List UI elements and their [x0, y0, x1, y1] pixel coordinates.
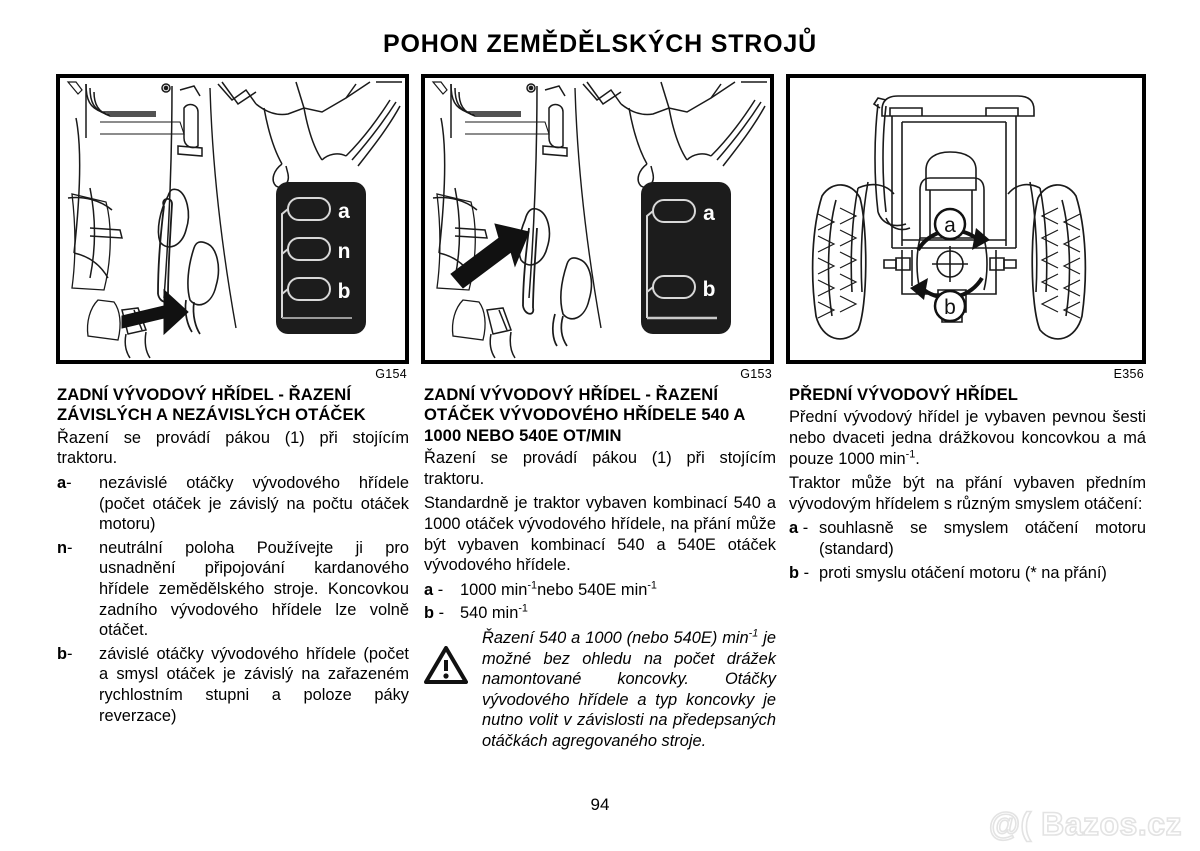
definition-text-a: souhlasně se smyslem otáčení motoru (standard): [819, 519, 1146, 558]
figure-g153: [421, 74, 774, 379]
speed-value-2: nebo 540E min: [537, 580, 648, 599]
warning-text-part-b: je možné bez ohledu na počet drážek namontované koncovky. Otáčky vývodového hřídele a typ koncovky je nutno volit v závislosti na předepsaných otáčkách agregovaného stroje.: [482, 628, 776, 750]
marker-letter: b: [789, 563, 800, 582]
label-b-circle: [935, 291, 965, 321]
definition-text-b: [460, 603, 776, 624]
warning-triangle-icon: [424, 628, 482, 752]
section-heading-1: ZADNÍ VÝVODOVÝ HŘÍDEL - ŘAZENÍ ZÁVISLÝCH A NEZÁVISLÝCH OTÁČEK: [57, 385, 366, 425]
gate-label-a: a: [703, 202, 715, 225]
definition-text-n: neutrální poloha Používejte ji pro usnadnění připojování kardanového hřídele zemědělského stroje. Koncovkou zadního vývodového hřídele lze volně otáčet.: [99, 538, 409, 640]
marker-dash: -: [803, 563, 810, 582]
label-b: b: [944, 296, 956, 319]
definition-row-b: [57, 644, 409, 726]
shift-gate-plate: [641, 182, 731, 334]
marker-letter: a: [424, 580, 434, 599]
marker-letter: b: [57, 644, 68, 663]
definition-marker-b: [789, 563, 819, 584]
text-column-1: [57, 385, 409, 729]
warning-triangle-svg: [424, 646, 468, 684]
gate-label-b: b: [702, 278, 716, 301]
definition-marker-b: [57, 644, 99, 726]
exponent-2: -1: [647, 579, 657, 592]
page-title: POHON ZEMĚDĚLSKÝCH STROJŮ: [383, 30, 817, 58]
shift-gate-plate: [276, 182, 366, 334]
gate-label-b: b: [337, 280, 351, 303]
exponent-1: -1: [518, 602, 528, 615]
rotation-arrow-head-top: [972, 228, 990, 250]
figure-e356-frame: [786, 74, 1146, 364]
figure-row: [56, 74, 1146, 379]
text-column-2: [424, 385, 776, 752]
figure-g153-frame: [421, 74, 774, 364]
section-2-paragraph-2: Standardně je traktor vybaven kombinací 540 a 1000 otáček vývodového hřídele, na přání může být vybaven kombinací 540 a 540E otáček vývodového hřídele.: [424, 494, 776, 575]
warning-block: [424, 628, 776, 752]
marker-dash: -: [437, 580, 444, 599]
figure-code: G154: [375, 367, 407, 381]
figure-e356: [786, 74, 1146, 379]
figure-g154: [56, 74, 409, 379]
cab-interior-two-position-illustration: [425, 78, 770, 360]
marker-letter: a: [57, 474, 67, 492]
marker-dash: -: [67, 538, 73, 557]
definition-text-b: proti smyslu otáčení motoru (* na přání): [819, 563, 1107, 582]
definition-text-b: závislé otáčky vývodového hřídele (počet a smysl otáček je závislý na zařazeném rychlostním stupni a poloze páky reverzace): [99, 644, 409, 725]
marker-dash: -: [802, 519, 809, 538]
marker-dash: -: [66, 474, 72, 492]
gate-label-n: n: [337, 240, 351, 263]
watermark: @( Bazos.cz: [988, 806, 1182, 842]
label-a-circle: [935, 209, 965, 239]
definition-row-a: [57, 473, 409, 535]
warning-exponent: -1: [748, 627, 759, 640]
definition-marker-a: [789, 518, 819, 559]
definition-marker-a: [57, 473, 99, 535]
section-3-intro-exponent: -1: [905, 448, 916, 461]
label-a: a: [944, 214, 956, 237]
gate-label-a: a: [338, 200, 350, 223]
section-3-intro-part-a: Přední vývodový hřídel je vybaven pevnou šesti nebo dvaceti jedna drážkovou koncovkou a má pouze 1000 min: [789, 408, 1146, 468]
marker-letter: a: [789, 519, 799, 538]
speed-value-1: 540 min: [460, 604, 519, 623]
section-1-intro: Řazení se provádí pákou (1) při stojícím traktoru.: [57, 428, 409, 468]
tractor-front-view-illustration: [790, 78, 1142, 360]
figure-g154-frame: [56, 74, 409, 364]
section-3-paragraph-2: Traktor může být na přání vybaven předním vývodovým hřídelem s různým smyslem otáčení:: [789, 474, 1146, 513]
warning-text: [482, 628, 776, 752]
exponent-1: -1: [527, 579, 538, 592]
definition-marker-a: [424, 580, 460, 601]
definition-row-n: [57, 538, 409, 641]
figure-code: E356: [1113, 367, 1144, 381]
figure-code: G153: [740, 367, 772, 381]
cab-interior-three-position-illustration: [60, 78, 405, 360]
section-3-intro-part-b: .: [915, 449, 920, 468]
page-number: 94: [590, 795, 610, 814]
section-heading-2: ZADNÍ VÝVODOVÝ HŘÍDEL - ŘAZENÍ OTÁČEK VÝVODOVÉHO HŘÍDELE 540 A 1000 NEBO 540E OT/MIN: [424, 385, 745, 445]
marker-dash: -: [67, 644, 73, 663]
pointer-arrow-icon: [451, 224, 529, 288]
warning-text-part-a: Řazení 540 a 1000 (nebo 540E) min: [482, 628, 749, 647]
definition-text-a: nezávislé otáčky vývodového hřídele (počet otáček je závislý na počtu otáček motoru): [99, 474, 409, 534]
definition-marker-b: [424, 603, 460, 624]
definition-row-a: [424, 580, 776, 601]
section-2-intro: Řazení se provádí pákou (1) při stojícím traktoru.: [424, 449, 776, 488]
pointer-arrow-icon: [122, 290, 188, 334]
definition-row-b: [424, 603, 776, 624]
section-heading-3: PŘEDNÍ VÝVODOVÝ HŘÍDEL: [789, 385, 1019, 404]
definition-row-a: [789, 518, 1146, 559]
definition-text-a: [460, 580, 776, 601]
speed-value-1: 1000 min: [460, 580, 528, 599]
marker-letter: n: [57, 538, 68, 557]
text-column-3: [789, 385, 1146, 586]
definition-row-b: [789, 563, 1146, 584]
definition-marker-n: [57, 538, 99, 641]
marker-dash: -: [438, 604, 445, 623]
section-3-intro: [789, 407, 1146, 469]
marker-letter: b: [424, 604, 435, 623]
